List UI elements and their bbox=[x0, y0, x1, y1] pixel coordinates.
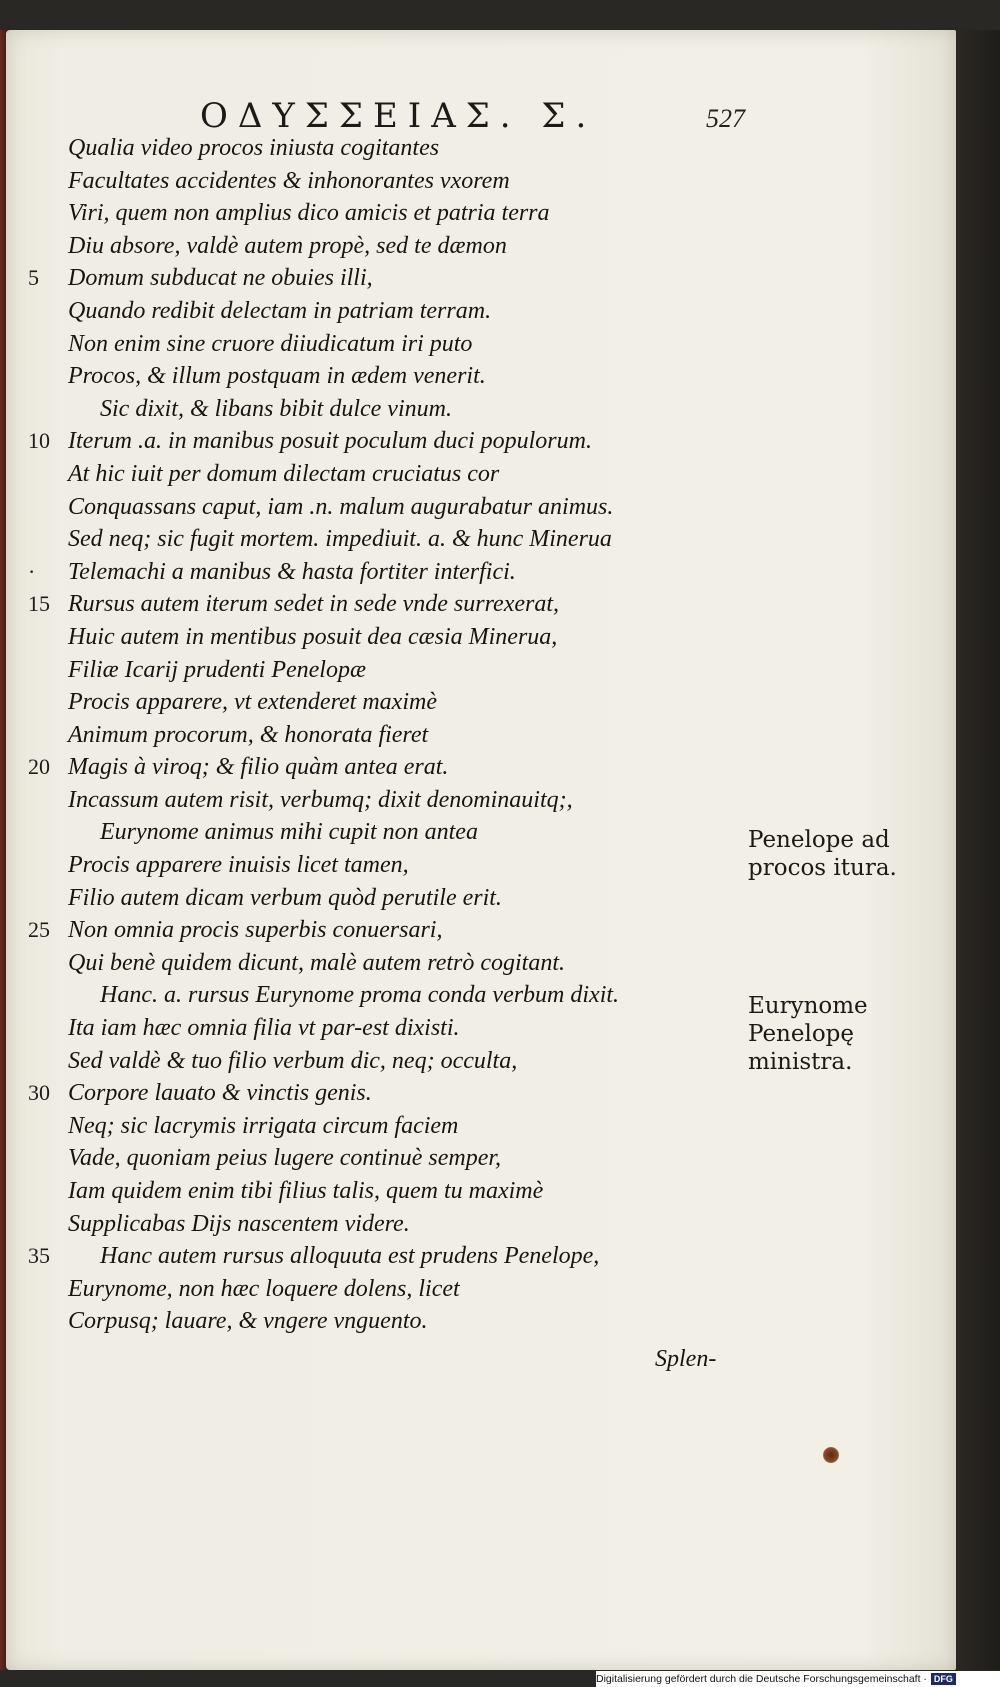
verse-line bbox=[0, 1142, 760, 1175]
catchword: Splen- bbox=[655, 1346, 717, 1372]
ink-stain bbox=[823, 1447, 839, 1463]
verse-line bbox=[0, 1110, 760, 1143]
line-text: Telemachi a manibus & hasta fortiter interfici. bbox=[68, 558, 516, 585]
line-text: Neq; sic lacrymis irrigata circum faciem bbox=[68, 1112, 459, 1139]
verse-line bbox=[0, 197, 760, 230]
line-text: Hanc. a. rursus Eurynome proma conda verbum dixit. bbox=[100, 982, 620, 1009]
line-text: At hic iuit per domum dilectam cruciatus cor bbox=[68, 460, 500, 487]
verse-line bbox=[0, 1208, 760, 1241]
line-text: Incassum autem risit, verbumq; dixit denominauitq;, bbox=[68, 786, 573, 813]
line-text: Eurynome animus mihi cupit non antea bbox=[100, 819, 478, 846]
margin-note-penelope: Penelope ad procos itura. bbox=[748, 827, 897, 881]
line-text: Conquassans caput, iam .n. malum augurabatur animus. bbox=[68, 493, 614, 520]
page-edge bbox=[954, 30, 1000, 1670]
line-text: Vade, quoniam peius lugere continuè semper, bbox=[68, 1145, 502, 1172]
line-text: Qui benè quidem dicunt, malè autem retrò cogitant. bbox=[68, 949, 566, 976]
verse-line bbox=[0, 230, 760, 263]
verse-line bbox=[0, 1045, 760, 1078]
verse-line bbox=[0, 523, 760, 556]
verse-line bbox=[0, 914, 760, 947]
verse-line bbox=[0, 132, 760, 165]
line-number: 15 bbox=[28, 591, 50, 617]
line-text: Quando redibit delectam in patriam terram. bbox=[68, 297, 492, 324]
verse-line bbox=[0, 360, 760, 393]
verse-line bbox=[0, 425, 760, 458]
verse-line bbox=[0, 1077, 760, 1110]
verse-line bbox=[0, 1012, 760, 1045]
verse-line bbox=[0, 882, 760, 915]
line-text: Eurynome, non hæc loquere dolens, licet bbox=[68, 1275, 460, 1302]
line-number: 25 bbox=[28, 917, 50, 943]
line-text: Sed neq; sic fugit mortem. impediuit. a. & hunc Minerua bbox=[68, 526, 612, 553]
line-text: Sic dixit, & libans bibit dulce vinum. bbox=[100, 395, 452, 422]
line-number: 20 bbox=[28, 754, 50, 780]
verse-line bbox=[0, 165, 760, 198]
footer-text: Digitalisierung gefördert durch die Deutsche Forschungsgemeinschaft · bbox=[596, 1673, 927, 1685]
verse-line bbox=[0, 1305, 760, 1338]
verse-line bbox=[0, 751, 760, 784]
verse-line bbox=[0, 979, 760, 1012]
line-text: Animum procorum, & honorata fieret bbox=[68, 721, 429, 748]
digitization-footer bbox=[596, 1671, 1000, 1687]
line-text: Iterum .a. in manibus posuit poculum duci populorum. bbox=[68, 428, 592, 455]
line-number: 5 bbox=[28, 265, 39, 291]
line-text: Corpusq; lauare, & vngere vnguento. bbox=[68, 1308, 428, 1335]
line-text: Qualia video procos iniusta cogitantes bbox=[68, 135, 440, 161]
verse-line bbox=[0, 556, 760, 589]
verse-line bbox=[0, 849, 760, 882]
verse-line bbox=[0, 719, 760, 752]
verse-line bbox=[0, 947, 760, 980]
line-number: 10 bbox=[28, 428, 50, 454]
verse-line bbox=[0, 1240, 760, 1273]
verse-line bbox=[0, 686, 760, 719]
line-text: Filio autem dicam verbum quòd perutile erit. bbox=[68, 884, 502, 911]
line-text: Ita iam hæc omnia filia vt par-est dixisti. bbox=[68, 1015, 460, 1042]
dfg-logo: DFG bbox=[931, 1673, 956, 1685]
line-text: Magis à viroq; & filio quàm antea erat. bbox=[68, 754, 449, 781]
line-text: Huic autem in mentibus posuit dea cæsia Minerua, bbox=[68, 623, 558, 650]
line-number: · bbox=[28, 558, 36, 584]
line-text: Diu absore, valdè autem propè, sed te dæmon bbox=[68, 232, 507, 259]
line-text: Filiæ Icarij prudenti Penelopæ bbox=[68, 656, 366, 683]
verse-line bbox=[0, 784, 760, 817]
line-text: Procis apparere inuisis licet tamen, bbox=[68, 852, 409, 879]
verse-line bbox=[0, 588, 760, 621]
line-number: 30 bbox=[28, 1080, 50, 1106]
verse-text bbox=[0, 132, 760, 1338]
line-text: Iam quidem enim tibi filius talis, quem tu maximè bbox=[68, 1178, 544, 1204]
line-text: Viri, quem non amplius dico amicis et patria terra bbox=[68, 200, 550, 227]
verse-line bbox=[0, 1175, 760, 1208]
margin-note-eurynome: Eurynome Penelopę ministra. bbox=[748, 993, 868, 1075]
verse-line bbox=[0, 262, 760, 295]
verse-line bbox=[0, 491, 760, 524]
line-text: Rursus autem iterum sedet in sede vnde surrexerat, bbox=[68, 591, 560, 618]
verse-line bbox=[0, 1273, 760, 1306]
line-text: Supplicabas Dijs nascentem videre. bbox=[68, 1210, 410, 1237]
line-text: Sed valdè & tuo filio verbum dic, neq; occulta, bbox=[68, 1047, 518, 1074]
line-text: Non enim sine cruore diiudicatum iri puto bbox=[68, 330, 473, 357]
verse-line bbox=[0, 654, 760, 687]
running-header: ΟΔΥΣΣΕΙΑΣ. Σ. bbox=[200, 96, 597, 136]
verse-line bbox=[0, 816, 760, 849]
line-text: Hanc autem rursus alloquuta est prudens Penelope, bbox=[100, 1243, 600, 1270]
line-text: Corpore lauato & vinctis genis. bbox=[68, 1080, 372, 1107]
line-text: Domum subducat ne obuies illi, bbox=[68, 265, 373, 292]
verse-line bbox=[0, 295, 760, 328]
verse-line bbox=[0, 621, 760, 654]
verse-line bbox=[0, 458, 760, 491]
line-text: Facultates accidentes & inhonorantes vxorem bbox=[68, 167, 510, 194]
page-number: 527 bbox=[706, 104, 745, 133]
verse-line bbox=[0, 393, 760, 426]
line-number: 35 bbox=[28, 1243, 50, 1269]
verse-line bbox=[0, 328, 760, 361]
line-text: Procos, & illum postquam in ædem venerit. bbox=[68, 363, 486, 390]
line-text: Non omnia procis superbis conuersari, bbox=[68, 917, 443, 944]
line-text: Procis apparere, vt extenderet maximè bbox=[68, 689, 437, 716]
